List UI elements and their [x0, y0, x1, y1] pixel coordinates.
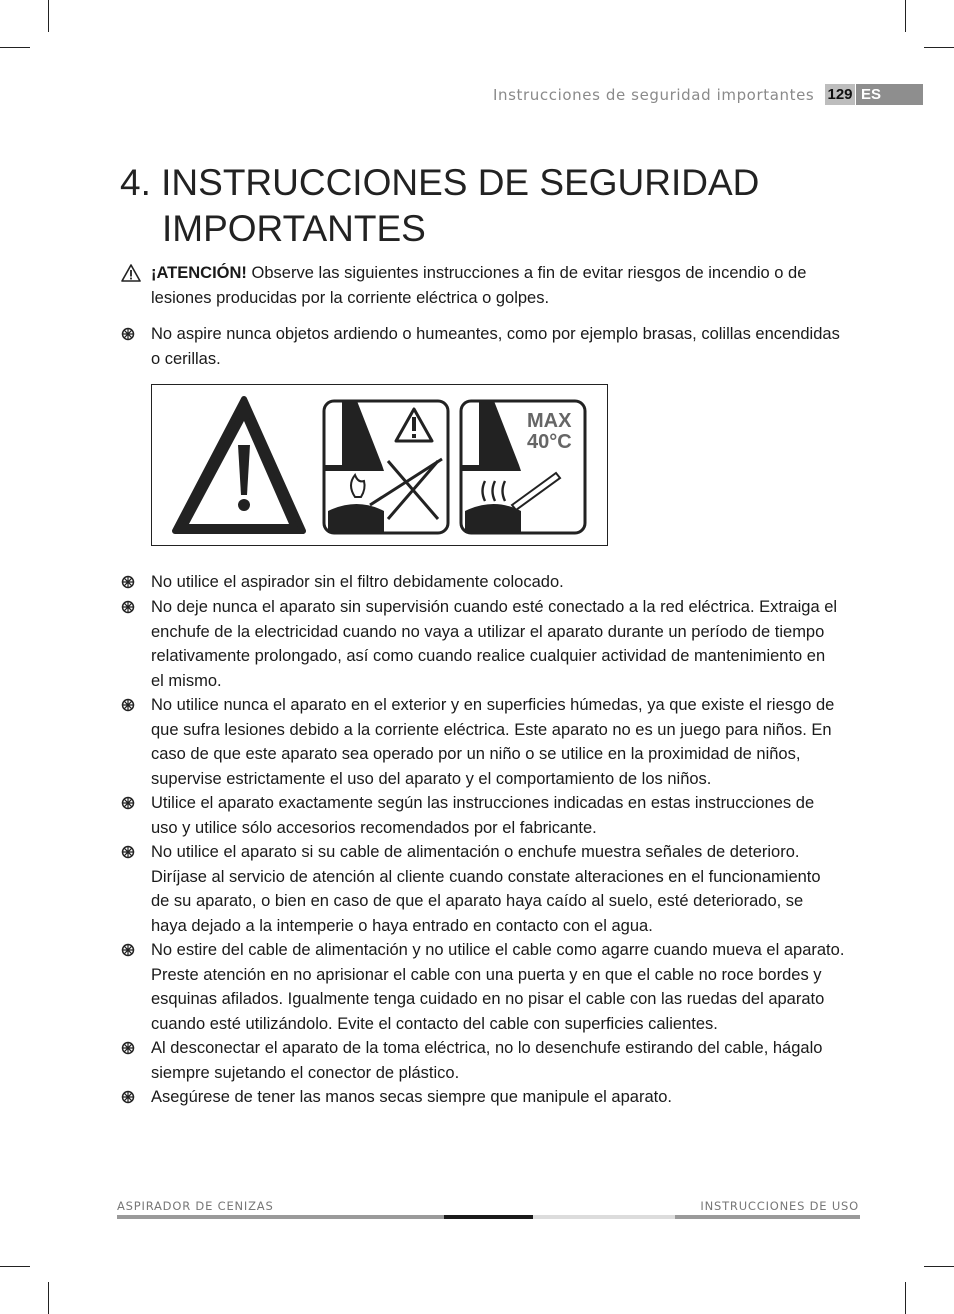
footer-bar	[675, 1215, 860, 1219]
crop-mark	[48, 0, 49, 32]
bullet-icon	[121, 796, 135, 810]
language-tab: ES	[856, 84, 923, 105]
bullet-icon	[121, 1041, 135, 1055]
temperature-label: 40°C	[527, 431, 572, 453]
list-item: Asegúrese de tener las manos secas siempre que manipule el aparato.	[151, 1088, 672, 1106]
page-number: 129	[825, 84, 855, 105]
bullet-icon	[121, 327, 135, 341]
bullet-icon	[121, 600, 135, 614]
list-item: No deje nunca el aparato sin supervisión cuando esté conectado a la red eléctrica. Extraiga el enchufe de la electricidad cuando no vaya a utilizar el aparato durante un período de tiempo relativamente prolongado, así como cuando realice cualquier actividad de mantenimiento en el mismo.	[151, 598, 838, 690]
list-item: Utilice el aparato exactamente según las instrucciones indicadas en estas instrucciones de uso y utilice sólo accesorios recomendados por el fabricante.	[151, 794, 815, 837]
list-item: No utilice el aparato si su cable de alimentación o enchufe muestra señales de deterioro. Diríjase al servicio de atención al cliente cuando constate alteraciones en el funcionamiento de su aparato, o bien en caso de que el aparato haya caído al suelo, esté deteriorado, se haya dejado a la intemperie o haya entrado en contacto con el agua.	[151, 843, 821, 935]
max-temperature-icon	[461, 401, 585, 533]
crop-mark	[48, 1282, 49, 1314]
bullet-icon	[121, 698, 135, 712]
warning-text: Observe las siguientes instrucciones a fin de evitar riesgos de incendio o de lesiones producidas por la corriente eléctrica o golpes.	[151, 264, 807, 307]
crop-mark	[905, 0, 906, 32]
bullet-icon	[121, 1090, 135, 1104]
list-item: No utilice el aspirador sin el filtro debidamente colocado.	[151, 573, 564, 591]
footer-bar	[533, 1215, 675, 1219]
list-item: No aspire nunca objetos ardiendo o humeantes, como por ejemplo brasas, colillas encendidas o cerillas.	[151, 325, 840, 368]
warning-paragraph	[151, 261, 841, 310]
safety-pictogram-figure	[151, 384, 608, 546]
crop-mark	[924, 1266, 954, 1267]
footer-product-name: ASPIRADOR DE CENIZAS	[117, 1199, 274, 1213]
safety-pictogram	[152, 385, 606, 544]
crop-mark	[924, 47, 954, 48]
max-label: MAX	[527, 410, 572, 432]
crop-mark	[0, 47, 30, 48]
title-line-1: 4. INSTRUCCIONES DE SEGURIDAD	[120, 162, 760, 203]
list-item: No utilice nunca el aparato en el exterior y en superficies húmedas, ya que existe el riesgo de que sufra lesiones debido a la corriente eléctrica. Este aparato no es un juego para niños. En caso de que este aparato sea operado por un niño o se utilice en la proximidad de niños, supervise estrictamente el uso del aparato y el comportamiento de los niños.	[151, 696, 835, 788]
crop-mark	[0, 1266, 30, 1267]
crop-mark	[905, 1282, 906, 1314]
warning-label: ¡ATENCIÓN!	[151, 264, 247, 282]
bullet-icon	[121, 943, 135, 957]
list-item: No estire del cable de alimentación y no utilice el cable como agarre cuando mueva el aparato. Preste atención en no aprisionar el cable con una puerta y en que el cable no roce bordes y esquinas afilados. Igualmente tenga cuidado en no pisar el cable con las ruedas del aparato cuando esté utilizándolo. Evite el contacto del cable con superficies calientes.	[151, 941, 845, 1033]
list-item: Al desconectar el aparato de la toma eléctrica, no lo desenchufe estirando del cable, hágalo siempre sujetando el conector de plástico.	[151, 1039, 823, 1082]
bullet-icon	[121, 845, 135, 859]
large-warning-triangle-icon	[175, 399, 303, 531]
title-line-2: IMPORTANTES	[162, 208, 426, 249]
no-burning-objects-icon	[324, 401, 448, 533]
warning-triangle-icon	[121, 264, 141, 282]
page-title	[120, 160, 759, 252]
footer-bar	[117, 1215, 444, 1219]
footer-bar	[444, 1215, 533, 1219]
running-header: Instrucciones de seguridad importantes	[493, 86, 815, 104]
bullet-icon	[121, 575, 135, 589]
footer-document-type: INSTRUCCIONES DE USO	[700, 1199, 859, 1213]
